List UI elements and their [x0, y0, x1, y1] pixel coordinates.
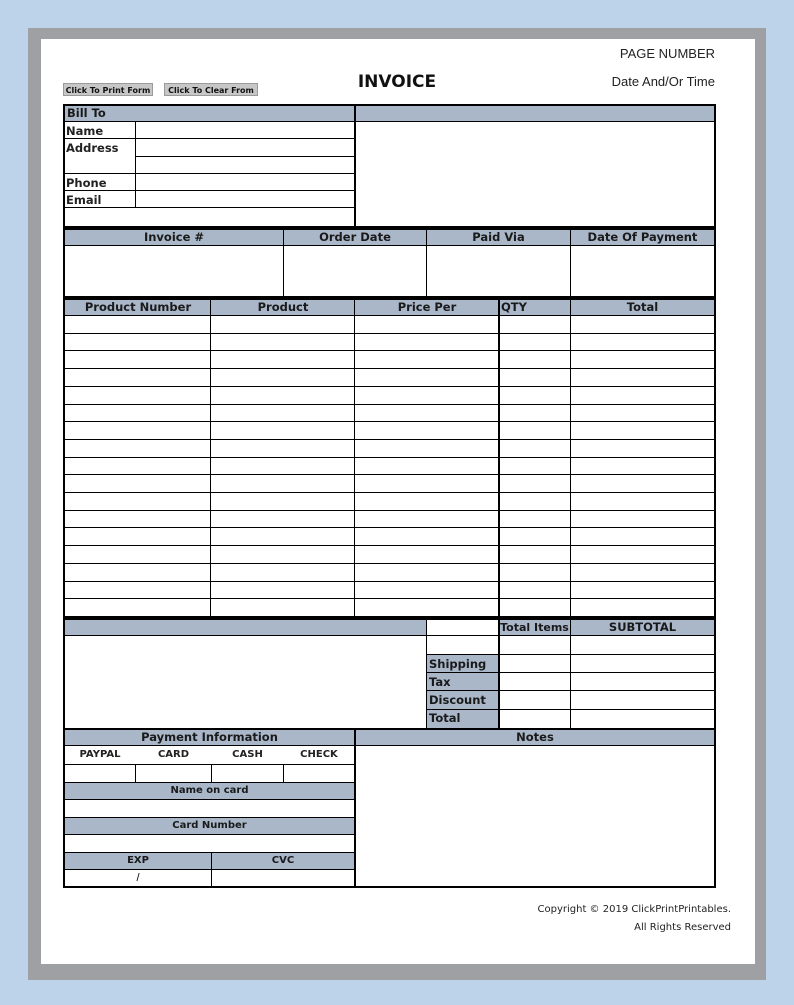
total-header: Total	[626, 300, 659, 314]
paid-via-header: Paid Via	[472, 230, 525, 244]
total-field[interactable]	[500, 710, 714, 728]
table-row[interactable]	[65, 386, 714, 404]
notes-heading: Notes	[516, 730, 554, 744]
table-row[interactable]	[65, 598, 714, 616]
name-on-card-label: Name on card	[170, 785, 249, 796]
order-date-field[interactable]	[284, 246, 426, 296]
totals-header-gap	[427, 620, 499, 635]
tax-label: Tax	[429, 675, 451, 689]
subtotal-field[interactable]	[571, 636, 714, 654]
phone-field[interactable]	[136, 174, 354, 190]
product-number-header: Product Number	[84, 300, 192, 314]
exp-header	[65, 853, 211, 869]
items-rows[interactable]	[65, 315, 714, 616]
cash-checkbox[interactable]	[212, 765, 283, 782]
notes-header	[356, 730, 714, 745]
email-label: Email	[66, 193, 102, 207]
tax-field[interactable]	[500, 673, 714, 690]
cvc-field[interactable]	[212, 870, 354, 886]
paypal-label: PAYPAL	[79, 749, 121, 760]
copyright-text: Copyright © 2019 ClickPrintPrintables.	[537, 904, 731, 915]
exp-label: EXP	[127, 855, 149, 866]
table-column-divider	[354, 300, 355, 616]
paid-via-field[interactable]	[427, 246, 570, 296]
order-comments-field[interactable]	[65, 636, 426, 728]
exp-separator: /	[136, 872, 140, 884]
paypal-checkbox[interactable]	[66, 765, 135, 782]
check-label: CHECK	[300, 749, 338, 760]
phone-label: Phone	[66, 176, 107, 190]
name-on-card-header	[65, 783, 354, 799]
check-checkbox[interactable]	[284, 765, 354, 782]
card-label: CARD	[157, 749, 190, 760]
table-row[interactable]	[65, 545, 714, 563]
invoice-number-header: Invoice #	[143, 230, 205, 244]
table-row[interactable]	[65, 404, 714, 422]
bill-to-header	[65, 106, 354, 121]
payment-header	[65, 730, 354, 745]
table-row[interactable]	[65, 563, 714, 581]
table-row[interactable]	[65, 492, 714, 510]
table-row[interactable]	[65, 333, 714, 351]
total-items-header: Total Items	[500, 621, 569, 634]
cvc-header	[212, 853, 354, 869]
date-of-payment-header: Date Of Payment	[587, 230, 698, 244]
address-label: Address	[66, 141, 119, 155]
name-field[interactable]	[136, 122, 354, 138]
email-field[interactable]	[136, 191, 354, 207]
date-of-payment-field[interactable]	[571, 246, 714, 296]
table-row[interactable]	[65, 527, 714, 545]
table-row[interactable]	[65, 581, 714, 599]
table-row[interactable]	[65, 350, 714, 368]
notes-field[interactable]	[356, 746, 714, 886]
rights-text: All Rights Reserved	[634, 922, 731, 933]
cvc-label: CVC	[271, 855, 295, 866]
table-row[interactable]	[65, 315, 714, 333]
card-checkbox[interactable]	[136, 765, 211, 782]
table-row[interactable]	[65, 439, 714, 457]
page-number-label: PAGE NUMBER	[619, 46, 715, 61]
table-row[interactable]	[65, 368, 714, 386]
print-form-button[interactable]: Click To Print Form	[63, 83, 153, 96]
date-time-label: Date And/Or Time	[611, 74, 715, 89]
table-row[interactable]	[65, 510, 714, 528]
clear-form-button[interactable]: Click To Clear From	[164, 83, 258, 96]
total-items-field[interactable]	[500, 636, 570, 654]
table-column-divider	[210, 300, 211, 616]
subtotal-header: SUBTOTAL	[608, 620, 677, 634]
card-number-field[interactable]	[65, 835, 354, 852]
card-number-label: Card Number	[172, 820, 247, 831]
table-row[interactable]	[65, 421, 714, 439]
name-label: Name	[66, 124, 104, 138]
name-on-card-field[interactable]	[65, 800, 354, 817]
exp-field[interactable]	[65, 870, 211, 886]
bill-to-heading: Bill To	[67, 106, 106, 120]
table-column-divider	[498, 300, 500, 616]
payment-heading: Payment Information	[141, 730, 278, 744]
order-date-header: Order Date	[319, 230, 391, 244]
discount-field[interactable]	[500, 691, 714, 709]
product-header: Product	[257, 300, 309, 314]
total-label: Total	[429, 711, 461, 725]
table-row[interactable]	[65, 457, 714, 475]
card-number-header	[65, 818, 354, 834]
price-per-header: Price Per	[397, 300, 457, 314]
invoice-title: INVOICE	[357, 72, 437, 92]
qty-header: QTY	[501, 300, 527, 314]
payment-method-line-1	[65, 745, 354, 746]
totals-header-left	[65, 620, 427, 635]
shipping-label: Shipping	[429, 657, 487, 671]
bill-to-right-header	[356, 106, 714, 121]
ship-to-area[interactable]	[356, 122, 714, 226]
address-field[interactable]	[136, 139, 354, 173]
table-row[interactable]	[65, 474, 714, 492]
table-column-divider	[570, 300, 571, 616]
cash-label: CASH	[232, 749, 263, 760]
shipping-field[interactable]	[500, 655, 714, 672]
totals-divider-1	[426, 620, 427, 728]
invoice-number-field[interactable]	[65, 246, 283, 296]
discount-label: Discount	[429, 693, 486, 707]
